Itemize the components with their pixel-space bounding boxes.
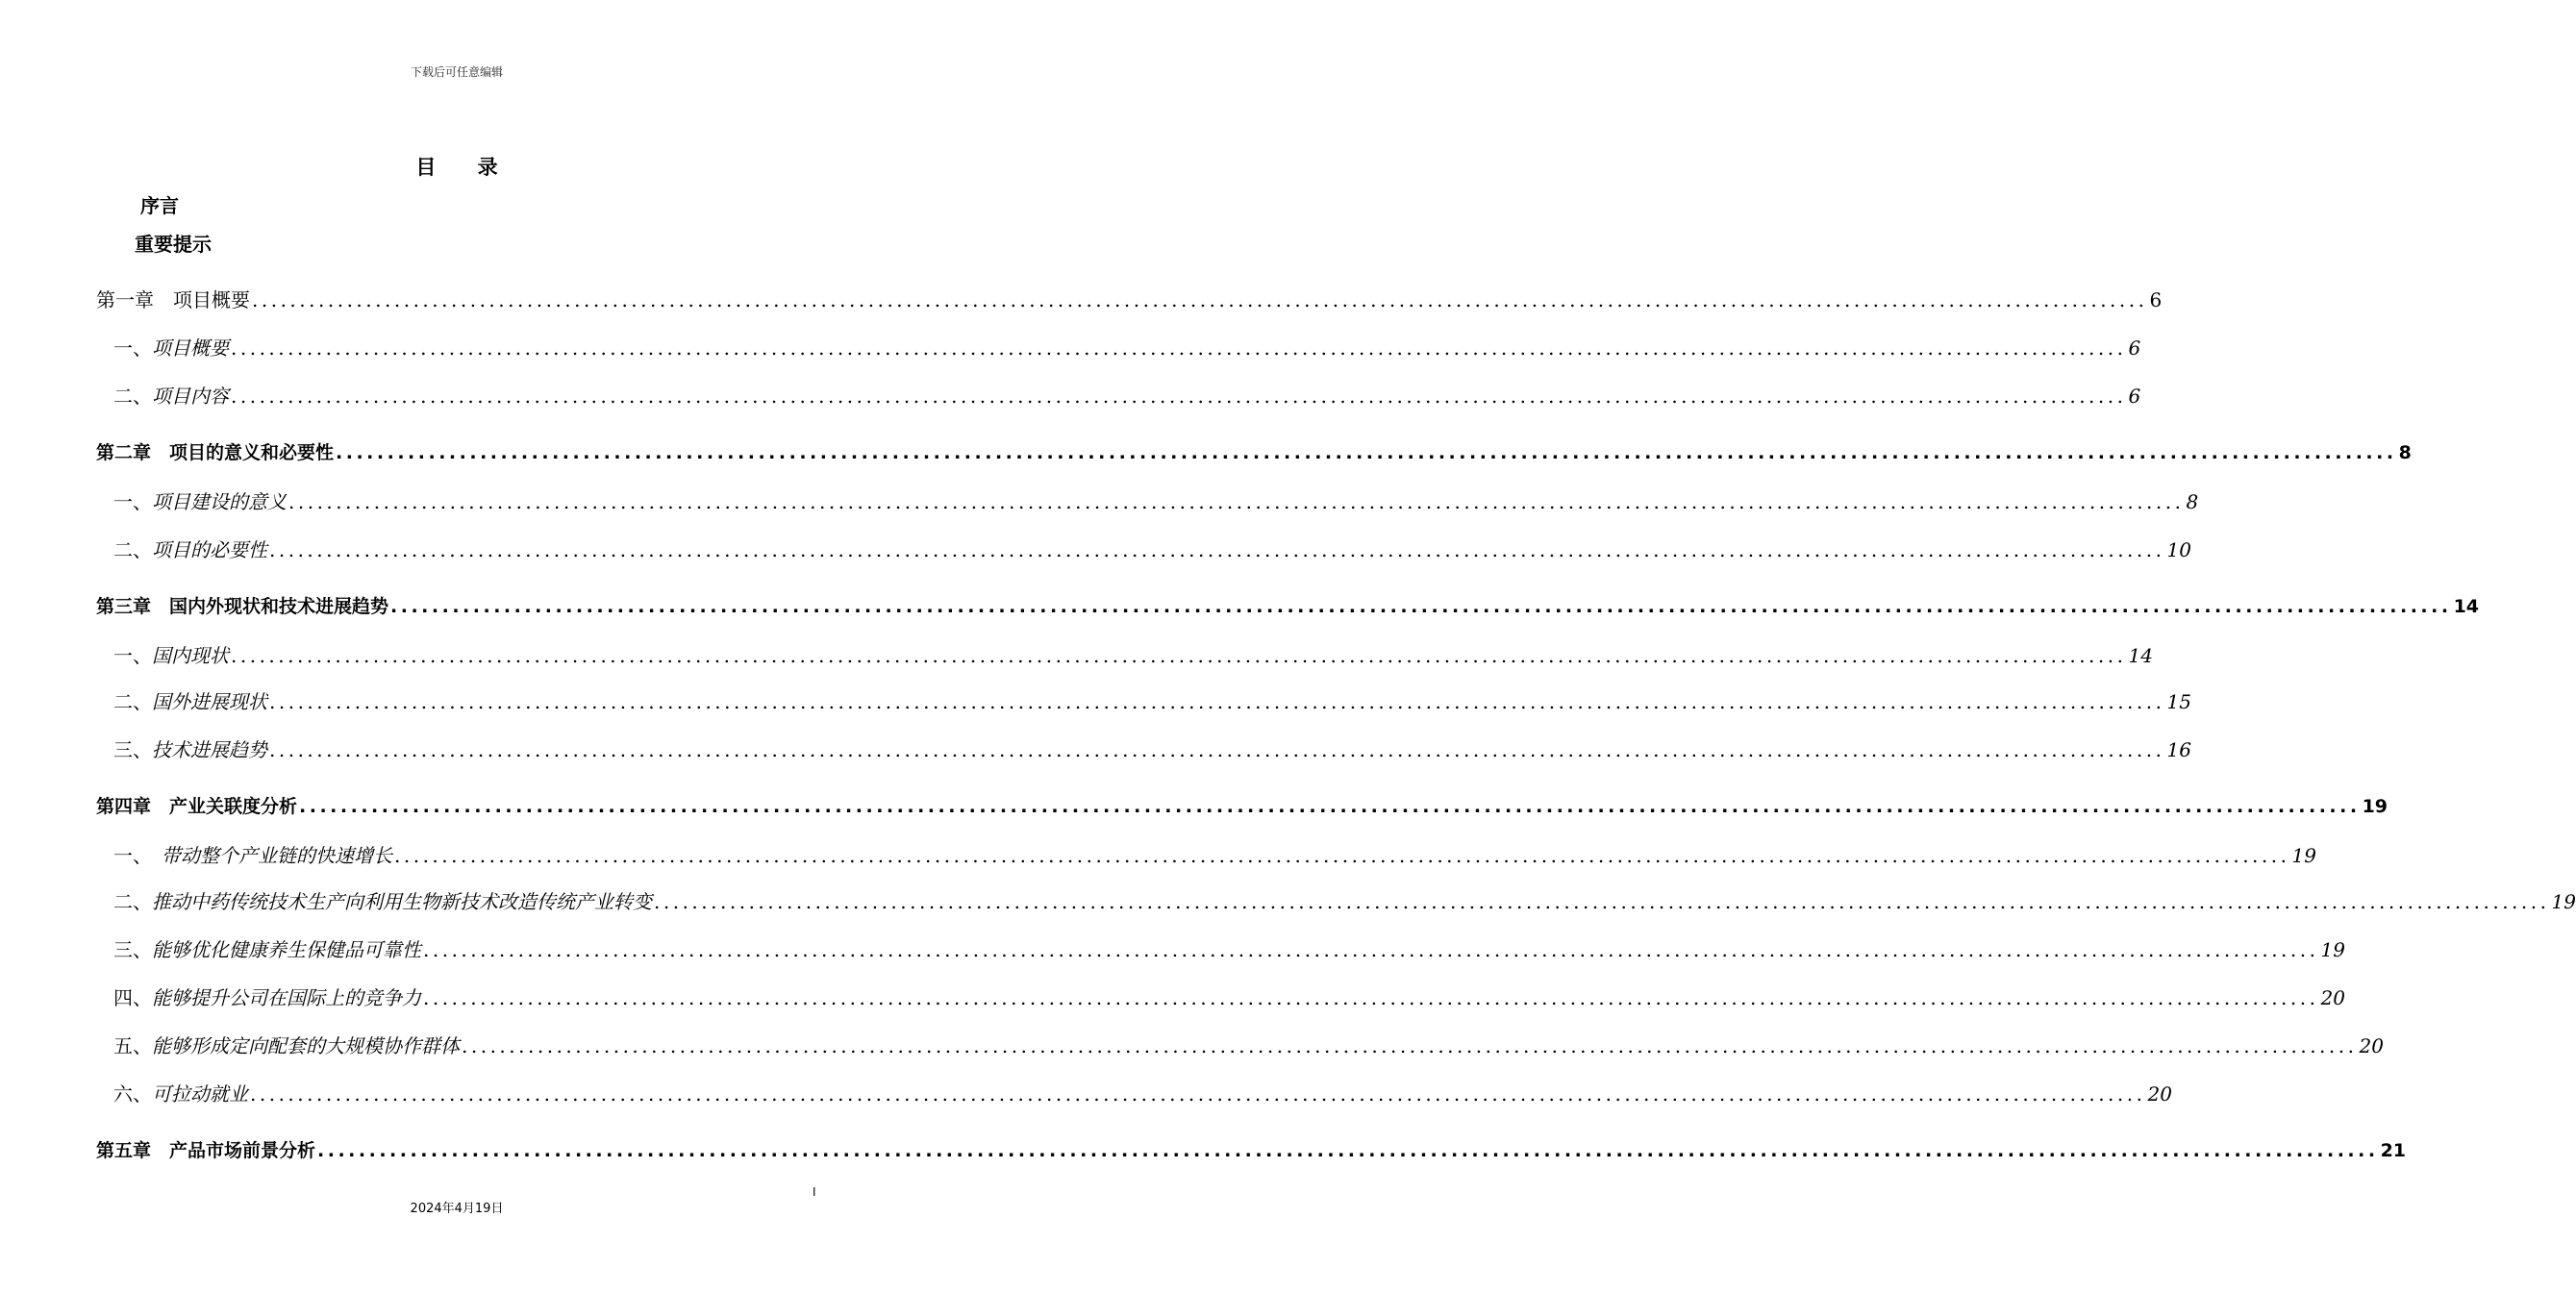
toc-entry-prefix: 一、: [113, 644, 152, 667]
toc-entry-page: 14: [2128, 644, 2153, 667]
toc-entry-text: 国内现状: [152, 644, 229, 667]
toc-entry-label: 第四章 产业关联度分析: [96, 796, 298, 817]
toc-entry-label: [113, 840, 392, 868]
toc-entry-text: 项目概要: [152, 336, 229, 360]
toc-entry-page: 19: [2551, 890, 2576, 913]
toc-leader-dots: ........................................................................................................................................................................................................: [269, 690, 2165, 713]
toc-entry-page: 21: [2380, 1140, 2407, 1161]
toc-section-entry[interactable]: [113, 1079, 2172, 1106]
toc-leader-dots: ........................................................................................................................................................................................................: [317, 1140, 2379, 1161]
toc-leader-dots: ........................................................................................................................................................................................................: [252, 288, 2148, 311]
toc-chapter-entry[interactable]: [96, 438, 2412, 464]
toc-entry-page: 19: [2320, 938, 2345, 961]
toc-entry-label: [113, 886, 652, 914]
toc-entry-prefix: 四、: [113, 986, 152, 1009]
toc-section-entry[interactable]: [113, 640, 2153, 668]
toc-entry-page: 15: [2166, 690, 2191, 713]
toc-entry-label: [113, 381, 229, 409]
toc-leader-dots: ........................................................................................................................................................................................................: [423, 938, 2319, 961]
toc-section-entry[interactable]: [113, 381, 2141, 409]
toc-chapter-entry[interactable]: [96, 592, 2480, 618]
toc-entry-label: [113, 1079, 248, 1106]
toc-section-entry[interactable]: [113, 982, 2345, 1010]
toc-leader-dots: ........................................................................................................................................................................................................: [288, 490, 2185, 513]
toc-entry-page: 8: [2186, 490, 2199, 513]
toc-entry-page: 20: [2359, 1034, 2384, 1057]
toc-entry-prefix: 一、: [113, 336, 152, 360]
toc-entry-page: 6: [2149, 288, 2163, 311]
toc-entry-label: [113, 486, 287, 514]
toc-section-entry[interactable]: [113, 486, 2199, 514]
toc-entry-text: 国外进展现状: [152, 690, 267, 713]
toc-entry-text: 带动整个产业链的快速增长: [142, 844, 392, 867]
toc-entry-label: 第一章 项目概要: [96, 288, 250, 311]
toc-title: 目 录: [415, 156, 515, 179]
toc-entry-prefix: 二、: [113, 890, 152, 913]
toc-section-entry[interactable]: [113, 886, 2576, 914]
toc-leader-dots: ........................................................................................................................................................................................................: [390, 596, 2452, 617]
toc-leader-dots: ........................................................................................................................................................................................................: [336, 442, 2397, 463]
important-notice-heading: 重要提示: [135, 233, 212, 256]
toc-leader-dots: ........................................................................................................................................................................................................: [269, 738, 2165, 761]
toc-chapter-entry[interactable]: [96, 1136, 2407, 1162]
toc-entry-prefix: 五、: [113, 1034, 152, 1057]
toc-chapter-entry[interactable]: [96, 792, 2388, 818]
toc-entry-label: [113, 534, 267, 562]
toc-leader-dots: ........................................................................................................................................................................................................: [231, 644, 2127, 667]
toc-entry-label: 第五章 产品市场前景分析: [96, 1140, 316, 1161]
header-note: 下载后可任意编辑: [410, 65, 503, 79]
toc-entry-page: 6: [2128, 336, 2141, 360]
toc-entry-prefix: 一、: [113, 490, 152, 513]
toc-entry-page: 20: [2147, 1082, 2172, 1106]
toc-section-entry[interactable]: [113, 840, 2316, 868]
toc-entry-label: 第三章 国内外现状和技术进展趋势: [96, 596, 389, 617]
toc-entry-prefix: 二、: [113, 690, 152, 713]
toc-entry-label: [113, 640, 229, 668]
toc-section-entry[interactable]: [113, 333, 2141, 360]
footer-date: 2024年4月19日: [410, 1202, 504, 1216]
toc-entry-page: 6: [2128, 385, 2141, 408]
toc-entry-text: 项目的必要性: [152, 538, 267, 561]
toc-leader-dots: ........................................................................................................................................................................................................: [231, 385, 2127, 408]
toc-section-entry[interactable]: [113, 534, 2191, 562]
toc-entry-prefix: 六、: [113, 1082, 152, 1106]
toc-section-entry[interactable]: [113, 934, 2345, 962]
toc-entry-page: 16: [2166, 738, 2191, 761]
toc-section-entry[interactable]: [113, 686, 2191, 714]
toc-section-entry[interactable]: [113, 734, 2191, 762]
toc-entry-prefix: 二、: [113, 538, 152, 561]
toc-leader-dots: ........................................................................................................................................................................................................: [299, 796, 2361, 817]
toc-entry-text: 能够形成定向配套的大规模协作群体: [152, 1034, 460, 1057]
toc-entry-text: 项目内容: [152, 385, 229, 408]
toc-leader-dots: ........................................................................................................................................................................................................: [654, 890, 2550, 913]
toc-chapter-entry[interactable]: [96, 285, 2163, 312]
toc-entry-prefix: 三、: [113, 938, 152, 961]
toc-entry-page: 10: [2166, 538, 2191, 561]
toc-entry-text: 项目建设的意义: [152, 490, 287, 513]
toc-entry-text: 推动中药传统技术生产向利用生物新技术改造传统产业转变: [152, 890, 652, 913]
toc-entry-page: 20: [2320, 986, 2345, 1009]
toc-entry-label: 第二章 项目的意义和必要性: [96, 442, 335, 463]
toc-entry-text: 能够提升公司在国际上的竞争力: [152, 986, 421, 1009]
preface-heading: 序言: [140, 194, 179, 217]
toc-leader-dots: ........................................................................................................................................................................................................: [250, 1082, 2146, 1106]
toc-entry-text: 能够优化健康养生保健品可靠性: [152, 938, 421, 961]
toc-leader-dots: ........................................................................................................................................................................................................: [231, 336, 2127, 360]
page-number: I: [813, 1185, 816, 1199]
toc-entry-text: 技术进展趋势: [152, 738, 267, 761]
toc-entry-page: 8: [2398, 442, 2412, 463]
toc-entry-label: [113, 333, 229, 360]
toc-leader-dots: ........................................................................................................................................................................................................: [394, 844, 2290, 867]
toc-entry-label: [113, 934, 421, 962]
toc-entry-label: [113, 982, 421, 1010]
toc-entry-prefix: 三、: [113, 738, 152, 761]
toc-section-entry[interactable]: [113, 1031, 2384, 1058]
toc-leader-dots: ........................................................................................................................................................................................................: [423, 986, 2319, 1009]
toc-leader-dots: ........................................................................................................................................................................................................: [269, 538, 2165, 561]
toc-entry-text: 可拉动就业: [152, 1082, 248, 1106]
toc-entry-label: [113, 686, 267, 714]
toc-entry-prefix: 二、: [113, 385, 152, 408]
toc-entry-prefix: 一、: [113, 844, 142, 867]
toc-leader-dots: ........................................................................................................................................................................................................: [462, 1034, 2358, 1057]
toc-entry-page: 14: [2453, 596, 2480, 617]
toc-entry-label: [113, 1031, 460, 1058]
toc-entry-page: 19: [2291, 844, 2316, 867]
toc-entry-page: 19: [2362, 796, 2388, 817]
toc-entry-label: [113, 734, 267, 762]
